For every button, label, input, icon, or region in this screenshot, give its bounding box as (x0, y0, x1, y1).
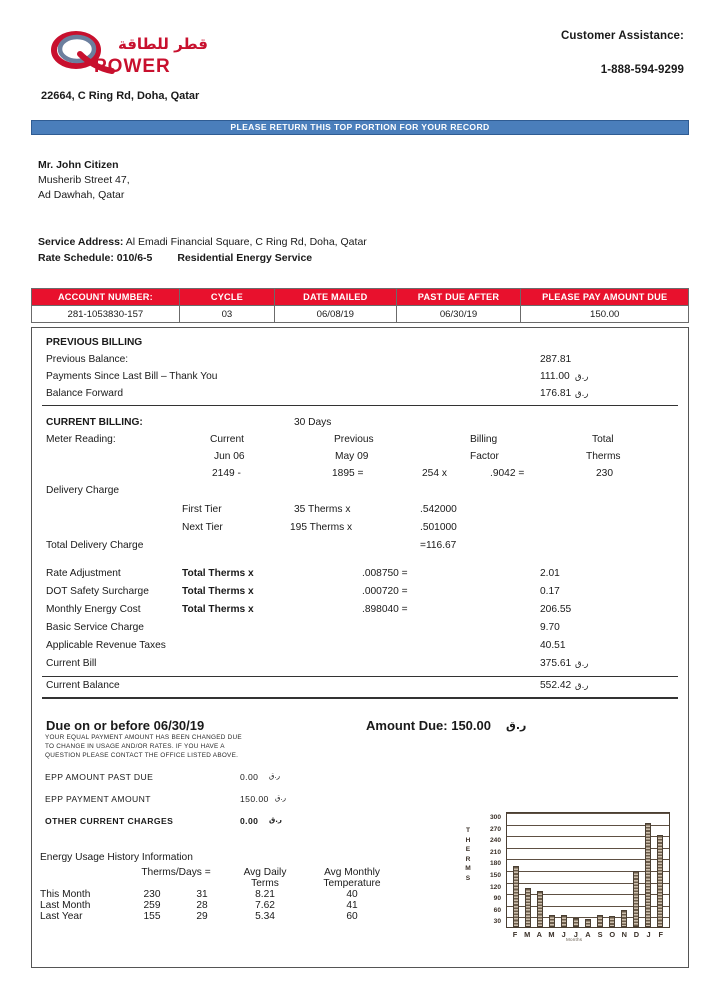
balance-forward-value: 176.81 (540, 388, 572, 399)
notice-line-1: YOUR EQUAL PAYMENT AMOUNT HAS BEEN CHANGED DUE (45, 734, 242, 741)
value-account-number: 281-1053830-157 (32, 306, 180, 323)
chart-x-tick: O (609, 930, 616, 939)
history-subheader-temperature: Temperature (323, 878, 381, 889)
chart-bar (537, 891, 544, 927)
chart-plot-area (506, 812, 670, 928)
header-past-due-after: PAST DUE AFTER (396, 289, 521, 306)
history-header-row-2 (40, 878, 400, 889)
payments-since-last-bill-value: 111.00 (540, 371, 570, 382)
chart-y-axis-ticks (475, 812, 501, 928)
bill-header (38, 24, 684, 124)
current-balance-value: 552.42 (540, 680, 572, 691)
chart-x-axis-title: Months (566, 937, 583, 942)
chart-y-tick: 60 (493, 906, 501, 914)
customer-address-line2: Ad Dawhah, Qatar (38, 189, 125, 201)
history-title: Energy Usage History Information (40, 852, 193, 863)
chart-bar (633, 871, 640, 927)
chart-bar (621, 910, 628, 927)
meter-read-current: 2149 - (212, 468, 241, 479)
amount-due-text: Amount Due: 150.00 (366, 718, 491, 733)
chart-y-tick: 300 (489, 814, 501, 821)
current-bill-value: 375.61 (540, 658, 572, 669)
rate-schedule-label: Rate Schedule: (38, 252, 114, 264)
history-period-last-year: Last Year (40, 911, 83, 922)
monthly-energy-cost-rate: .898040 = (362, 604, 408, 615)
customer-assistance-label: Customer Assistance: (560, 30, 684, 42)
chart-y-tick: 120 (489, 883, 501, 891)
svg-text:POWER: POWER (94, 56, 171, 77)
chart-y-tick: 210 (489, 848, 501, 856)
header-amount-due: PLEASE PAY AMOUNT DUE (521, 289, 689, 306)
equal-payment-notice (45, 734, 345, 760)
value-past-due-after: 06/30/19 (396, 306, 521, 323)
balance-forward-label: Balance Forward (46, 388, 124, 399)
amount-due-currency-symbol: ر.ق (506, 719, 527, 732)
chart-x-tick: M (524, 930, 531, 939)
value-date-mailed: 06/08/19 (275, 306, 397, 323)
company-address: 22664, C Ring Rd, Doha, Qatar (41, 90, 200, 102)
chart-x-tick: F (512, 930, 518, 939)
service-address-label: Service Address: (38, 236, 124, 248)
epp-past-due-value: 0.00 (240, 772, 259, 782)
chart-bar (645, 823, 652, 927)
rate-adjustment-value: 2.01 (540, 568, 560, 579)
dot-safety-surcharge-rate: .000720 = (362, 586, 408, 597)
chart-bar (561, 915, 568, 927)
chart-x-tick: A (585, 930, 591, 939)
value-amount-due: 150.00 (521, 306, 689, 323)
col-header-therms: Therms (586, 451, 621, 462)
epp-past-due-currency-symbol: ر.ق (269, 772, 281, 780)
col-header-previous: Previous (334, 434, 374, 445)
history-avgdaily-this-month: 8.21 (255, 889, 275, 900)
previous-balance-label: Previous Balance: (46, 354, 129, 365)
banner-text: PLEASE RETURN THIS TOP PORTION FOR YOUR RECORD (230, 122, 490, 132)
header-date-mailed: DATE MAILED (275, 289, 397, 306)
previous-billing-title: PREVIOUS BILLING (46, 337, 143, 348)
monthly-energy-cost-basis: Total Therms x (182, 604, 254, 615)
divider-previous-billing (42, 405, 678, 406)
current-balance-currency-symbol: ر.ق (575, 681, 589, 691)
customer-address-line1: Musherib Street 47, (38, 174, 130, 186)
other-charges-label: OTHER CURRENT CHARGES (45, 816, 174, 826)
divider-below-current-balance (42, 697, 678, 699)
revenue-taxes-value: 40.51 (540, 640, 566, 651)
chart-x-tick: J (646, 930, 651, 939)
monthly-energy-cost-label: Monthly Energy Cost (46, 604, 141, 615)
meter-difference: 254 x (422, 468, 447, 479)
other-charges-row (45, 816, 282, 826)
rate-adjustment-rate: .008750 = (362, 568, 408, 579)
current-bill-currency-symbol: ر.ق (575, 659, 589, 669)
history-avgtemp-last-year: 60 (346, 911, 358, 922)
meter-date-previous: May 09 (335, 451, 369, 462)
other-charges-currency-symbol: ر.ق (269, 816, 282, 824)
total-delivery-charge-value: =116.67 (420, 540, 457, 551)
epp-past-due-row (45, 772, 281, 782)
header-cycle: CYCLE (179, 289, 274, 306)
current-balance-label: Current Balance (46, 680, 120, 691)
history-header-avg-monthly: Avg Monthly (324, 867, 380, 878)
account-table-header-row (32, 289, 689, 306)
balance-forward-currency-symbol: ر.ق (575, 389, 589, 399)
chart-bar (585, 919, 592, 928)
table-row (40, 911, 400, 922)
col-header-billing: Billing (470, 434, 498, 445)
epp-payment-value: 150.00 (240, 794, 269, 804)
chart-x-tick: M (548, 930, 555, 939)
first-tier-rate: .542000 (420, 504, 457, 515)
history-avgdaily-last-year: 5.34 (255, 911, 275, 922)
delivery-charge-label: Delivery Charge (46, 485, 120, 496)
history-period-this-month: This Month (40, 889, 91, 900)
chart-y-tick: 270 (489, 825, 501, 833)
divider-above-current-balance (42, 676, 678, 677)
meter-date-current: Jun 06 (214, 451, 245, 462)
rate-adjustment-basis: Total Therms x (182, 568, 254, 579)
account-summary-table (31, 288, 689, 323)
chart-y-tick: 180 (489, 860, 501, 868)
history-avgtemp-last-month: 41 (346, 900, 358, 911)
history-days-this-month: 31 (196, 889, 208, 900)
billing-days: 30 Days (294, 417, 332, 428)
first-tier-label: First Tier (182, 504, 222, 515)
epp-payment-row (45, 794, 287, 804)
next-tier-rate: .501000 (420, 522, 457, 533)
next-tier-label: Next Tier (182, 522, 223, 533)
qatar-power-logo (46, 28, 236, 80)
chart-x-tick: N (621, 930, 627, 939)
history-period-last-month: Last Month (40, 900, 91, 911)
chart-bar (513, 866, 520, 927)
notice-line-3: QUESTION PLEASE CONTACT THE OFFICE LISTED ABOVE. (45, 751, 239, 759)
chart-bar (609, 916, 616, 927)
monthly-energy-cost-value: 206.55 (540, 604, 572, 615)
history-subheader-terms: Terms (251, 878, 279, 889)
history-header-row-1 (40, 867, 400, 878)
epp-past-due-label: EPP AMOUNT PAST DUE (45, 772, 154, 782)
chart-x-axis-labels (506, 930, 670, 939)
payments-since-last-bill-label: Payments Since Last Bill – Thank You (46, 371, 218, 382)
rate-schedule-value: 010/6-5 (116, 252, 153, 264)
chart-y-tick: 240 (489, 837, 501, 845)
history-header-avg-daily: Avg Daily (243, 867, 287, 878)
history-days-last-year: 29 (196, 911, 208, 922)
rate-plan-name: Residential Energy Service (177, 252, 313, 264)
chart-y-tick: 30 (493, 918, 501, 926)
current-billing-title: CURRENT BILLING: (46, 417, 143, 428)
dot-safety-surcharge-label: DOT Safety Surcharge (46, 586, 149, 597)
basic-service-charge-label: Basic Service Charge (46, 622, 144, 633)
chart-x-tick: J (561, 930, 566, 939)
chart-bar (525, 888, 532, 927)
history-avgtemp-this-month: 40 (346, 889, 358, 900)
col-header-total: Total (592, 434, 614, 445)
table-row (40, 889, 400, 900)
total-therms-value: 230 (596, 468, 613, 479)
history-avgdaily-last-month: 7.62 (255, 900, 275, 911)
dot-safety-surcharge-value: 0.17 (540, 586, 560, 597)
due-date-text: Due on or before 06/30/19 (46, 718, 205, 733)
first-tier-quantity: 35 Therms x (294, 504, 351, 515)
energy-usage-history (40, 852, 400, 922)
chart-bar (657, 835, 664, 927)
total-delivery-charge-label: Total Delivery Charge (46, 540, 144, 551)
chart-y-tick: 90 (493, 895, 501, 903)
customer-name: Mr. John Citizen (38, 159, 119, 171)
chart-bars (507, 813, 669, 927)
table-row (40, 900, 400, 911)
revenue-taxes-label: Applicable Revenue Taxes (46, 640, 166, 651)
customer-address-block (38, 158, 130, 203)
chart-bar (573, 918, 580, 927)
col-header-current: Current (210, 434, 244, 445)
history-header-therms-days: Therms/Days = (141, 867, 211, 878)
value-cycle: 03 (179, 306, 274, 323)
dot-safety-surcharge-basis: Total Therms x (182, 586, 254, 597)
therms-history-chart (462, 806, 687, 956)
account-table-value-row (32, 306, 689, 323)
svg-text:قطر للطاقة: قطر للطاقة (118, 35, 208, 53)
return-portion-banner (31, 120, 689, 135)
meter-reading-label: Meter Reading: (46, 434, 116, 445)
history-table (40, 867, 400, 922)
billing-factor: .9042 = (490, 468, 525, 479)
current-bill-label: Current Bill (46, 658, 97, 669)
history-therms-this-month: 230 (143, 889, 161, 900)
other-charges-value: 0.00 (240, 816, 259, 826)
history-therms-last-year: 155 (143, 911, 161, 922)
meter-read-previous: 1895 = (332, 468, 364, 479)
history-days-last-month: 28 (196, 900, 208, 911)
chart-x-tick: S (597, 930, 603, 939)
col-header-factor: Factor (470, 451, 499, 462)
basic-service-charge-value: 9.70 (540, 622, 560, 633)
history-therms-last-month: 259 (143, 900, 161, 911)
chart-bar (549, 915, 556, 927)
chart-x-tick: J (573, 930, 578, 939)
customer-assistance-phone[interactable]: 1-888-594-9299 (600, 64, 684, 76)
chart-bar (597, 915, 604, 927)
chart-x-tick: A (536, 930, 543, 939)
next-tier-quantity: 195 Therms x (290, 522, 353, 533)
chart-y-axis-title: T H E R M S (465, 827, 471, 882)
epp-payment-currency-symbol: ر.ق (275, 794, 287, 802)
payments-currency-symbol: ر.ق (575, 372, 589, 382)
previous-balance-value: 287.81 (540, 354, 572, 365)
rate-adjustment-label: Rate Adjustment (46, 568, 121, 579)
epp-payment-label: EPP PAYMENT AMOUNT (45, 794, 151, 804)
service-details-block (38, 234, 367, 266)
notice-line-2: TO CHANGE IN USAGE AND/OR RATES. IF YOU HAVE A (45, 742, 225, 750)
header-account-number: ACCOUNT NUMBER: (32, 289, 180, 306)
chart-x-tick: D (633, 930, 640, 939)
service-address-value: Al Emadi Financial Square, C Ring Rd, Doha, Qatar (125, 236, 367, 248)
chart-y-tick: 150 (489, 871, 501, 879)
chart-x-tick: F (658, 930, 663, 939)
